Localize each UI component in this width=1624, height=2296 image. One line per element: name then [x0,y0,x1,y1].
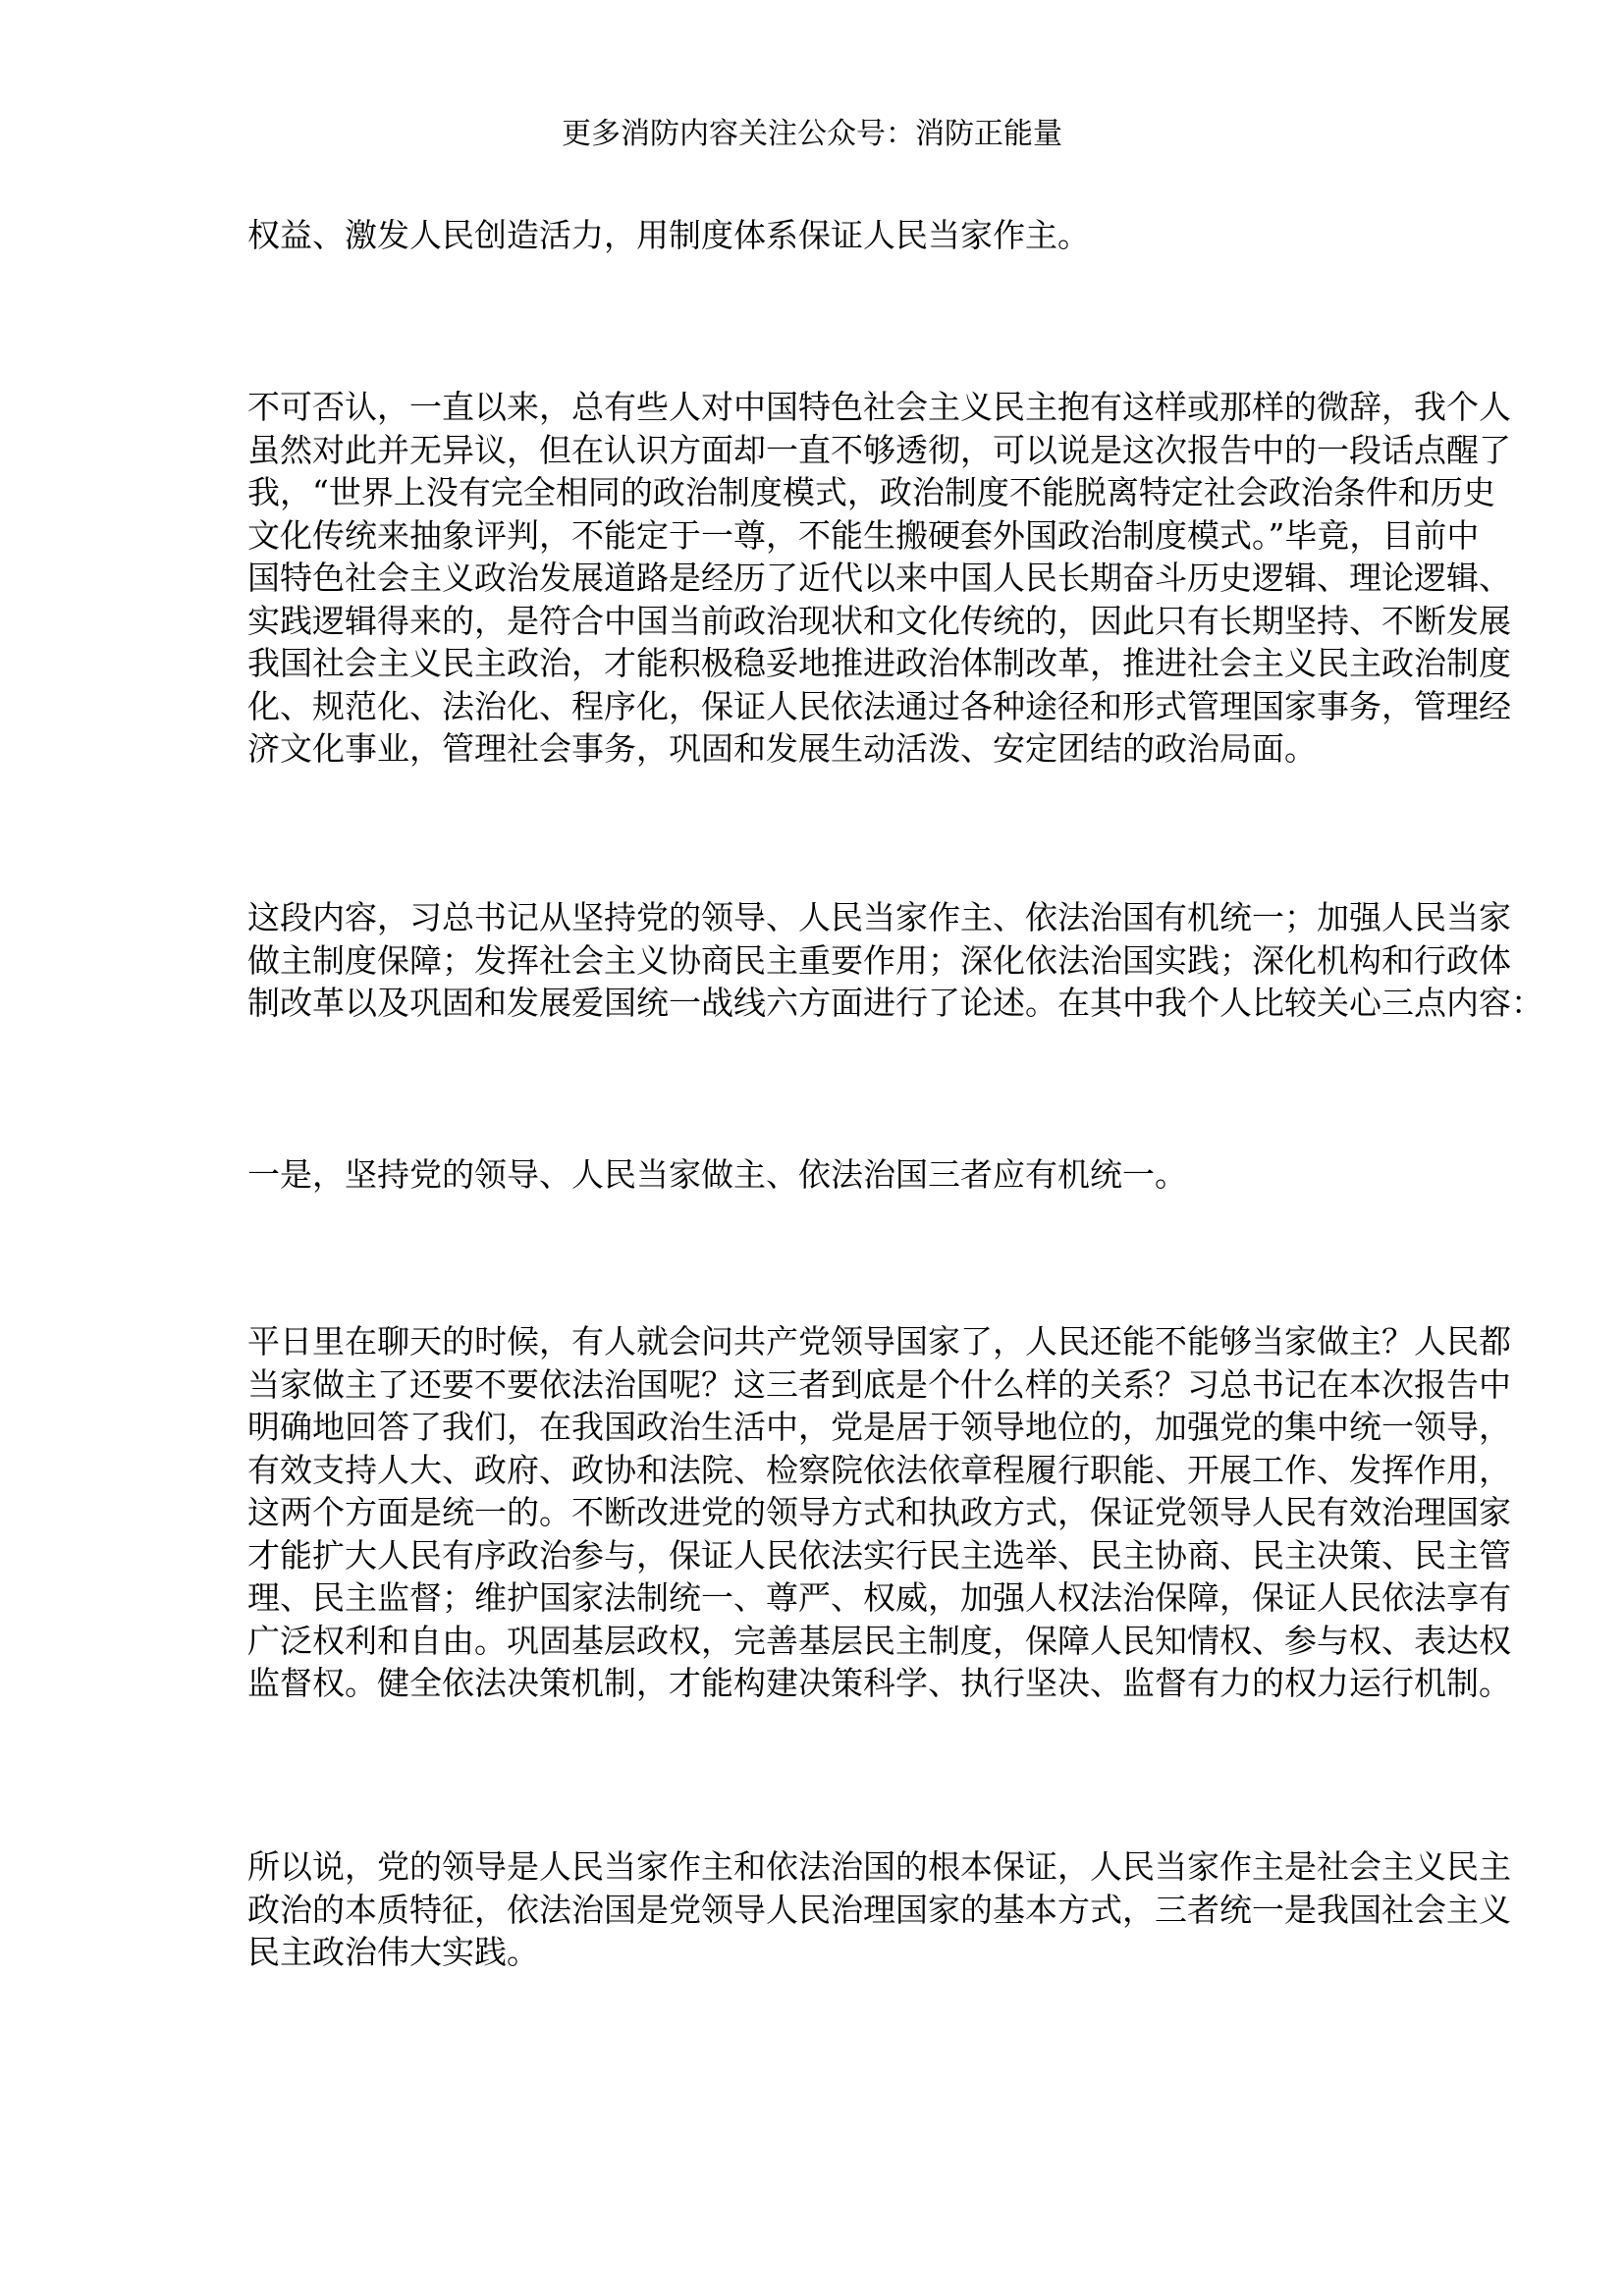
text-line: 才能扩大人民有序政治参与，保证人民依法实行民主选举、民主协商、民主决策、民主管 [247,1535,1511,1575]
text-line: 这段内容，习总书记从坚持党的领导、人民当家作主、依法治国有机统一；加强人民当家 [247,898,1511,936]
text-line: 虽然对此并无异议，但在认识方面却一直不够透彻，可以说是这次报告中的一段话点醒了 [247,430,1511,469]
text-line: 监督权。健全依法决策机制，才能构建决策科学、执行坚决、监督有力的权力运行机制。 [247,1664,1511,1702]
text-line: 我国社会主义民主政治，才能积极稳妥地推进政治体制改革，推进社会主义民主政治制度 [247,644,1511,682]
paragraph-1 [247,214,1386,257]
text-line: 我，“世界上没有完全相同的政治制度模式，政治制度不能脱离特定社会政治条件和历史 [247,473,1495,511]
paragraph-5 [247,1320,1511,1705]
text-line: 明确地回答了我们，在我国政治生活中，党是居于领导地位的，加强党的集中统一领导， [247,1408,1511,1446]
text-line: 实践逻辑得来的，是符合中国当前政治现状和文化传统的，因此只有长期坚持、不断发展 [247,601,1511,640]
text-line: 国特色社会主义政治发展道路是经历了近代以来中国人民长期奋斗历史逻辑、理论逻辑、 [247,559,1511,597]
paragraph-4 [247,1153,1386,1197]
text-line: 理、民主监督；维护国家法制统一、尊严、权威，加强人权法治保障，保证人民依法享有 [247,1578,1511,1617]
text-line: 所以说，党的领导是人民当家作主和依法治国的根本保证，人民当家作主是社会主义民主 [247,1847,1511,1886]
page-header: 更多消防内容关注公众号：消防正能量 [562,117,1062,151]
text-line: 制改革以及巩固和发展爱国统一战线六方面进行了论述。在其中我个人比较关心三点内容： [247,984,1543,1022]
text-line: 化、规范化、法治化、程序化，保证人民依法通过各种途径和形式管理国家事务，管理经 [247,686,1511,725]
text-line: 政治的本质特征，依法治国是党领导人民治理国家的基本方式，三者统一是我国社会主义 [247,1890,1511,1929]
text-line: 这两个方面是统一的。不断改进党的领导方式和执政方式，保证党领导人民有效治理国家 [247,1493,1511,1531]
text-line: 有效支持人大、政府、政协和法院、检察院依法依章程履行职能、开展工作、发挥作用， [247,1450,1511,1489]
paragraph-6 [247,1845,1511,1974]
text-line: 不可否认，一直以来，总有些人对中国特色社会主义民主抱有这样或那样的微辞，我个人 [247,388,1511,426]
text-line: 做主制度保障；发挥社会主义协商民主重要作用；深化依法治国实践；深化机构和行政体 [247,940,1511,980]
text-line: 一是，坚持党的领导、人民当家做主、依法治国三者应有机统一。 [247,1155,1187,1194]
text-line: 广泛权利和自由。巩固基层政权，完善基层民主制度，保障人民知情权、参与权、表达权 [247,1621,1511,1660]
text-line: 权益、激发人民创造活力，用制度体系保证人民当家作主。 [247,216,1090,254]
text-line: 文化传统来抽象评判，不能定于一尊，不能生搬硬套外国政治制度模式。”毕竟，目前中 [247,515,1480,555]
text-line: 民主政治伟大实践。 [247,1933,539,1971]
text-line: 当家做主了还要不要依法治国呢？这三者到底是个什么样的关系？习总书记在本次报告中 [247,1364,1511,1404]
paragraph-3 [247,896,1543,1025]
text-line: 平日里在聊天的时候，有人就会问共产党领导国家了，人民还能不能够当家做主？人民都 [247,1322,1511,1361]
text-line: 济文化事业，管理社会事务，巩固和发展生动活泼、安定团结的政治局面。 [247,729,1317,768]
paragraph-2 [247,386,1511,771]
